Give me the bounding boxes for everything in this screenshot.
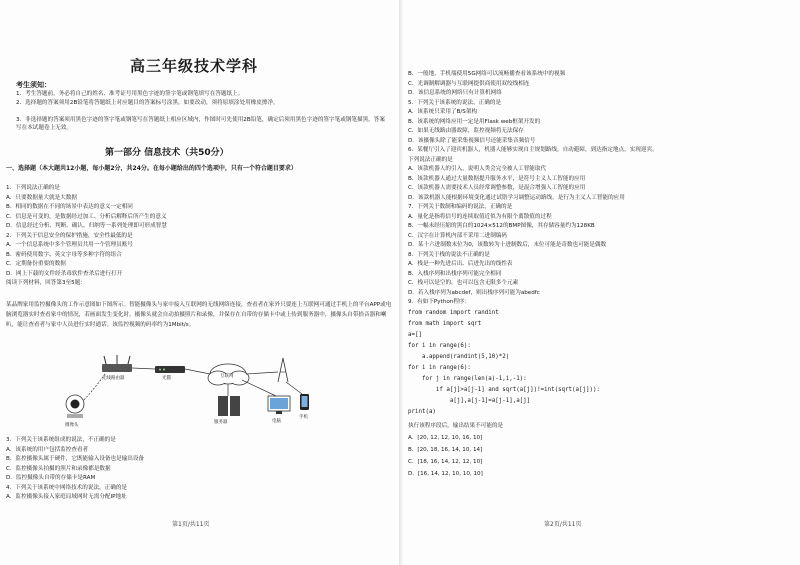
question-line: A．一个信息系统中多个管理员共用一个管理员账号: [6, 242, 133, 248]
notice-item-2: 2．选择题的答案须用2B铅笔将答题纸上对应题目的答案标号涂黑，如要改动，须将原填涂处用橡皮擦净。: [16, 100, 279, 106]
part-title: 第一部分 信息技术（共50分）: [105, 148, 229, 158]
question-line: C．光调制解调器与互联网提供商使用双绞线相连: [408, 80, 530, 87]
question-line: C．汉字在计算机内部不采用二进制编码: [408, 232, 508, 239]
question-line: 8．下列关于栈的说法不正确的是: [408, 251, 490, 258]
question-line: D．该摄像头除了能采集视频信号还能采集音频信号: [408, 137, 536, 144]
question-block-3: [408, 70, 658, 308]
question-line: A．该款机器人的引入，说明人类会完全被人工智能取代: [408, 166, 547, 172]
question-line: A．量化是指将信号的连续取值近似为有限个离散值的过程: [408, 213, 552, 220]
page-fold: [399, 0, 403, 565]
modem-icon: [155, 366, 185, 373]
question-line: D．该款机器人能根据环境变化通过试错学习调整运动路线，是行为主义人工智能的应用: [408, 194, 625, 201]
question-line: 2．下列关于信息安全的保护措施，安全性最低的是: [6, 232, 133, 239]
cell-tower-icon: [278, 358, 288, 382]
question-line: C．信息是可变的，是数据经过加工、分析后解释后所产生的意义: [6, 213, 167, 220]
camera-icon: [66, 395, 84, 418]
question-line: 3．下列关于该系统组成的说法，不正确的是: [6, 437, 116, 443]
question-line: A．该系统只采用了B/S架构: [408, 109, 478, 115]
question-line: 6．某餐厅引入了迎宾机器人，机器人能够实现自主规划路线，自动避障，到达指定地点，实现迎宾。: [408, 147, 658, 153]
question-line: C．监控摄像头拍摄的照片和录像都是数据: [6, 465, 111, 472]
question-line: C．定期备份重要的数据: [6, 261, 66, 267]
section-title: 一、选择题（本大题共12小题，每小题2分，共24分。在每小题给出的四个选项中，只有一个符合题目要求）: [6, 165, 297, 172]
question-block-4: [408, 420, 503, 480]
router-icon: [102, 355, 132, 372]
code-line: print(a): [408, 409, 436, 415]
question-line: D．监控摄像头自带的存储卡是RAM: [6, 475, 96, 481]
question-block-1: [6, 184, 167, 289]
computer-icon: [268, 396, 290, 414]
question-line: A．该系统的用户包括监控查看者: [6, 446, 89, 453]
question-line: D．网上下载的文件经杀毒软件查杀后进行打开: [6, 270, 123, 277]
question-line: C．如果无线路由器故障，监控视频将无法保存: [408, 128, 524, 134]
question-line: A．[20, 12, 12, 10, 16, 10]: [408, 435, 483, 441]
code-line: for i in range(6):: [408, 343, 471, 349]
question-line: D．信息经过分析、判断、确认、归纳等一系列处理即可形成智慧: [6, 223, 167, 229]
code-line: for i in range(6):: [408, 365, 471, 371]
question-line: D．若入栈序列为abcdef，则出栈序列可能为abedfc: [408, 289, 540, 296]
question-line: 阅读下列材料，回答第3至5题：: [6, 280, 86, 286]
code-line: a[j],a[j-1]=a[j-1],a[j]: [408, 398, 531, 404]
question-line: C．栈可以是空的，也可以包含无限多个元素: [408, 280, 519, 286]
question-line: C．[18, 16, 14, 12, 12, 10]: [408, 459, 483, 465]
network-connections: [84, 368, 302, 400]
question-line: 4．下列关于该系统中网络技术的说法，正确的是: [6, 484, 128, 491]
question-line: B．密码使用数字、英文字母等多种字符的组合: [6, 251, 122, 258]
code-line: a=[]: [408, 332, 422, 338]
question-line: 下列说法正确的是: [408, 156, 453, 163]
notice-item-3: 3．非选择题的答案须用黑色字迹的签字笔或钢笔写在答题纸上相应区域内，作图时可先使用2B铅笔，确定后须用黑色字迹的签字笔或钢笔描黑，答案写在本试题卷上无效。: [16, 117, 385, 131]
code-line: for j in range(len(a)-1,i,-1):: [408, 376, 527, 382]
question-line: A．只要数据量大就是大数据: [6, 194, 77, 201]
python-code-block: [408, 308, 600, 418]
question-line: B．相同的数据在不同的场景中表达的意义一定相同: [6, 204, 133, 210]
question-line: C．该款机器人需要技术人员经常调整参数，是混合增强人工智能的应用: [408, 185, 586, 191]
code-line: if a[j]>a[j-1] and sqrt(a[j])!=int(sqrt(a[j])):: [408, 387, 600, 393]
question-line: A．栈是一种先进后出、后进先出的线性表: [408, 261, 513, 267]
code-line: a.append(randint(5,10)*2): [408, 354, 510, 360]
internet-label: 互联网: [220, 374, 234, 379]
question-line: D．某十六进制数末位为0，该数转为十进制数后，末位可能是奇数也可能是偶数: [408, 242, 607, 248]
question-line: 执行该程序段后，输出结果不可能的是: [408, 423, 504, 429]
question-line: B．一幅未经压缩的黑白的1024×512的BMP图像，其存储容量约为128KB: [408, 223, 595, 229]
question-line: B．该系统的网络应用一定是用Flask web框架开发的: [408, 118, 541, 125]
question-line: B．该款机器人通过大量数据提升服务水平，是符号主义人工智能的应用: [408, 175, 586, 182]
question-line: 5．下列关于该系统的说法，正确的是: [408, 99, 502, 106]
server-label: 服务器: [214, 420, 228, 425]
question-line: 7．下列关于数制和编码的说法，正确的是: [408, 204, 513, 210]
server-icon: [218, 396, 240, 416]
page-footer-left: 第1页/共11页: [172, 521, 210, 528]
notice-item-1: 1．考生答题前，务必将自己的姓名、准考证号用黑色字迹的签字笔或钢笔填写在答题纸上。: [16, 91, 244, 97]
question-line: A．监控摄像头接入家庭局域网时无需分配IP地址: [6, 494, 127, 500]
camera-label: 摄像头: [65, 423, 79, 428]
page-title: 高三年级技术学科: [130, 57, 259, 75]
material-paragraph: 某品牌家用监控摄像头的工作示意图如下图所示。智能摄像头与家中接入互联网的无线网络连接，查看者在家外只要连上互联网可通过手机上的平台APP或电脑浏览器实时查看家中的情况，若画面发生变化时，摄像头就会自动拍摄照片和录像，并保存在自带的存储卡中或上传到服务器中，摄像头自带拾音器和喇叭，能让查看者与家中人员进行实时通话。该监控视频的码率约为1Mbit/s。: [6, 302, 392, 328]
question-block-2: [6, 436, 144, 503]
question-line: B．[20, 18, 16, 14, 10, 14]: [408, 447, 483, 453]
notice-heading: 考生须知：: [16, 81, 51, 89]
question-line: B．一般地，手机端使用5G网络可以流畅播查看该系统中的视频: [408, 71, 566, 77]
question-line: B．监控摄像头属于硬件，它既能输入设备也是输出设备: [6, 456, 145, 462]
router-label: 无线路由器: [102, 376, 125, 381]
question-line: D．该信息系统的网络只有计算机网络: [408, 90, 502, 96]
modem-label: 光猫: [162, 376, 171, 381]
monitoring-system-diagram: [50, 352, 340, 434]
question-line: B．入栈序列和出栈序列可能完全相同: [408, 270, 502, 277]
question-line: D．[16, 14, 12, 10, 10, 10]: [408, 471, 483, 477]
phone-icon: [300, 394, 309, 410]
question-line: 9．有如下Python程序：: [408, 299, 471, 305]
phone-label: 手机: [299, 415, 308, 420]
code-line: from random import randint: [408, 310, 499, 316]
code-line: from math import sqrt: [408, 321, 482, 327]
page-footer-right: 第2页/共11页: [544, 521, 582, 528]
pc-label: 电脑: [272, 419, 281, 424]
question-line: 1．下列说法正确的是: [6, 185, 60, 191]
